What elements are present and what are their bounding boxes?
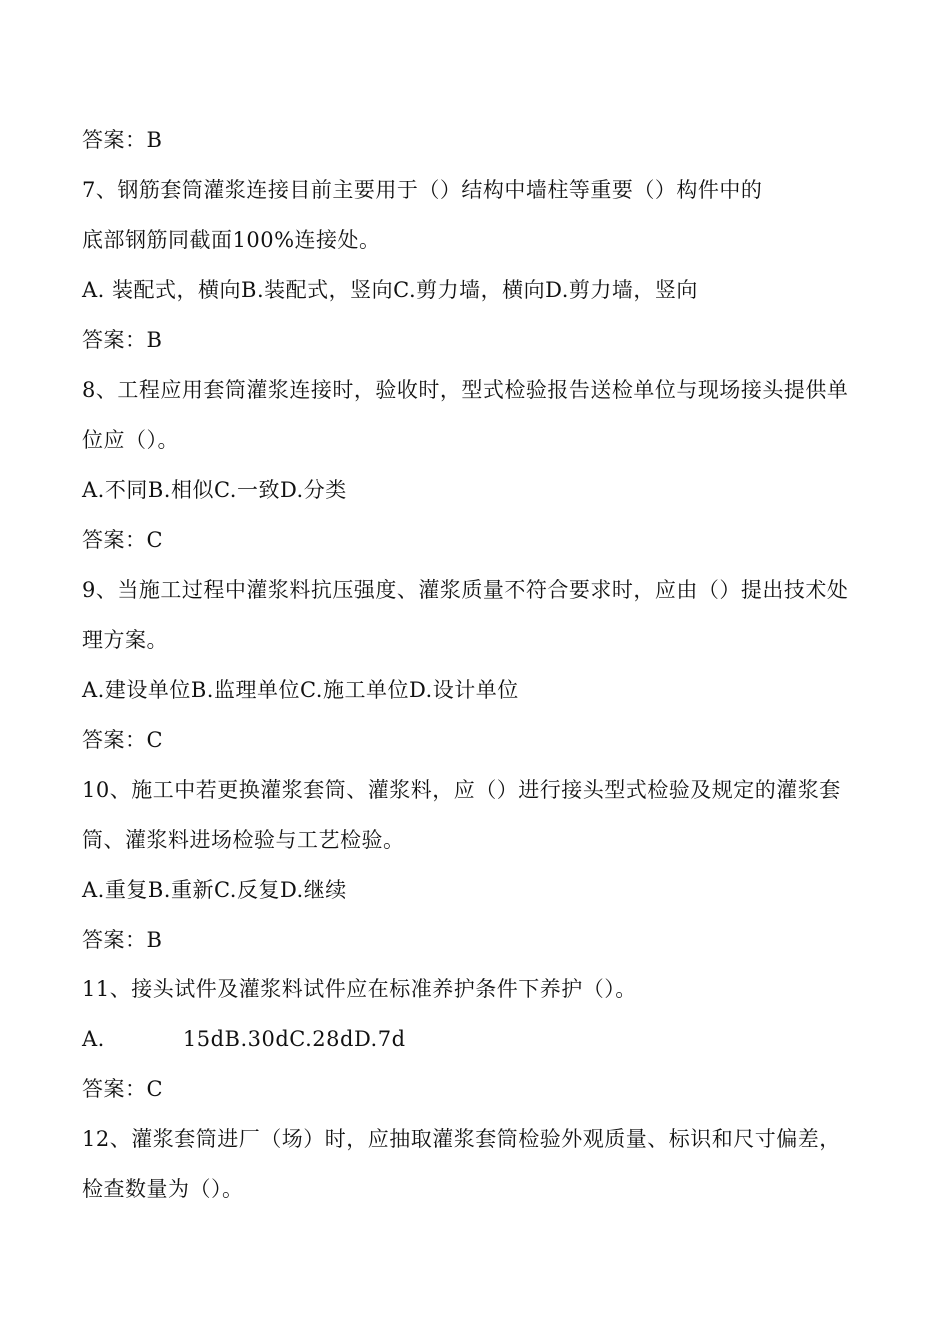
question-9-line-1: 9、当施工过程中灌浆料抗压强度、灌浆质量不符合要求时，应由（）提出技术处 [82,578,849,602]
question-10-line-1: 10、施工中若更换灌浆套筒、灌浆料，应（）进行接头型式检验及规定的灌浆套 [82,778,841,802]
question-8-line-1: 8、工程应用套筒灌浆连接时，验收时，型式检验报告送检单位与现场接头提供单 [82,378,849,402]
question-11-option-a-label: A. [82,1027,105,1051]
question-12-line-2: 检查数量为（）。 [82,1177,244,1201]
question-7-options: A. 装配式，横向B.装配式，竖向C.剪力墙，横向D.剪力墙，竖向 [82,278,698,302]
question-11-options-rest: 15dB.30dC.28dD.7d [182,1027,406,1051]
question-7-line-2: 底部钢筋同截面100%连接处。 [82,228,381,252]
question-9-answer: 答案：C [82,728,164,752]
question-11-options [82,1025,406,1053]
question-9-line-2: 理方案。 [82,628,168,652]
question-7-line-1: 7、钢筋套筒灌浆连接目前主要用于（）结构中墙柱等重要（）构件中的 [82,178,763,202]
question-8-options: A.不同B.相似C.一致D.分类 [82,478,347,502]
question-7-answer: 答案：B [82,328,163,352]
question-8-line-2: 位应（）。 [82,428,179,452]
question-11-answer: 答案：C [82,1077,164,1101]
question-9-options: A.建设单位B.监理单位C.施工单位D.设计单位 [82,678,519,702]
question-10-answer: 答案：B [82,928,163,952]
question-10-options: A.重复B.重新C.反复D.继续 [82,878,347,902]
answer-prev: 答案：B [82,128,163,152]
question-10-line-2: 筒、灌浆料进场检验与工艺检验。 [82,828,405,852]
question-11-line-1: 11、接头试件及灌浆料试件应在标准养护条件下养护（）。 [82,977,637,1001]
question-8-answer: 答案：C [82,528,164,552]
question-12-line-1: 12、灌浆套筒进厂（场）时，应抽取灌浆套筒检验外观质量、标识和尺寸偏差， [82,1127,841,1151]
